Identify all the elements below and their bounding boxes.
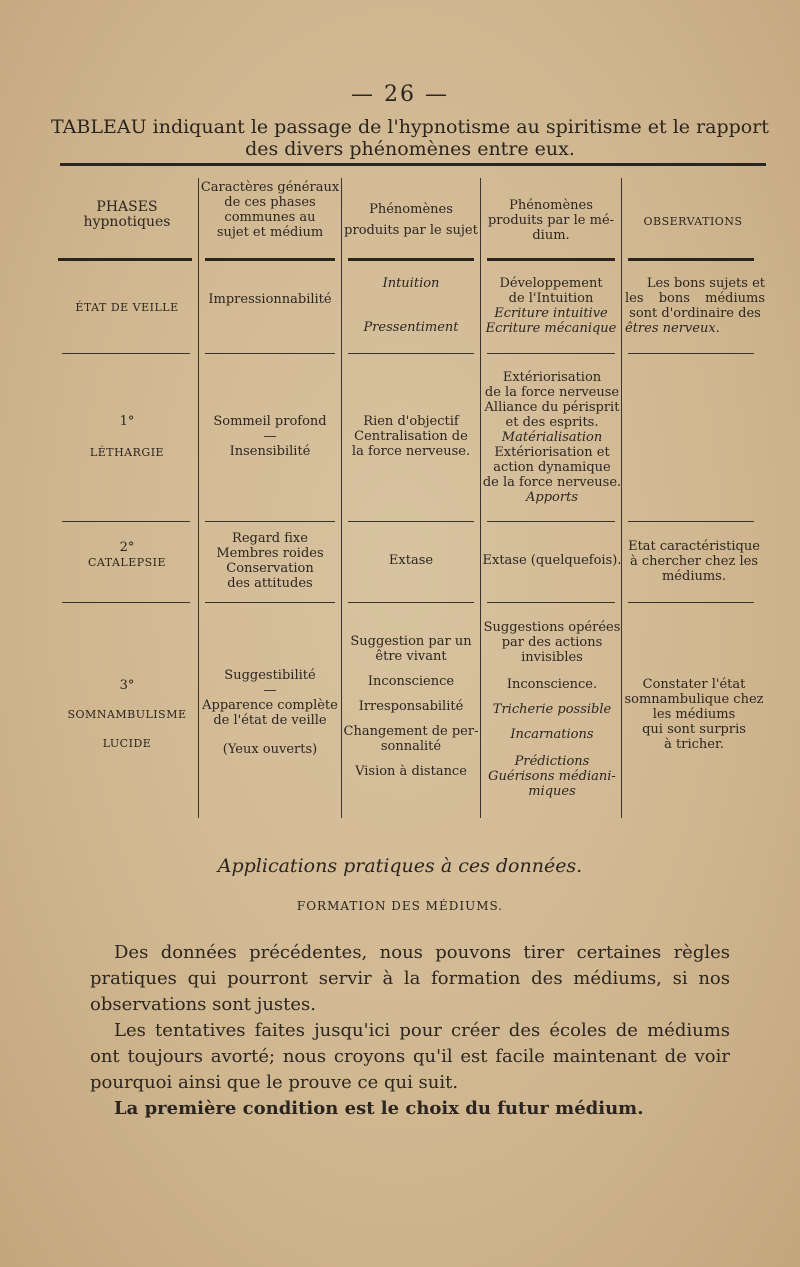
medium-veille-line3: Ecriture intuitive xyxy=(494,306,608,321)
header-phen-sujet-line1: Phénomènes xyxy=(369,202,453,217)
header-caracteres-line4: sujet et médium xyxy=(216,225,324,240)
obs-somnambulisme-line4: qui sont surpris xyxy=(642,722,746,737)
obs-veille-line1: Les bons sujets et xyxy=(646,276,765,291)
sujet-somnambulisme-line1: Suggestion par un xyxy=(350,634,472,649)
phase-somnambulisme-lucide: LUCIDE xyxy=(102,737,152,750)
caract-somnambulisme-line5: (Yeux ouverts) xyxy=(222,742,318,757)
header-caracteres-line3: communes au xyxy=(224,210,316,225)
header-phen-medium-line2: produits par le mé- xyxy=(487,213,615,228)
header-phases-line1: PHASES xyxy=(96,199,158,215)
medium-veille xyxy=(482,276,620,336)
sujet-catalepsie: Extase xyxy=(388,553,434,568)
caract-catalepsie-line2: Membres roides xyxy=(216,546,324,561)
phase-somnambulisme-name: SOMNAMBULISME xyxy=(67,708,187,721)
row-rule xyxy=(487,353,615,354)
row-rule xyxy=(205,602,335,603)
row-rule xyxy=(62,521,190,522)
caract-somnambulisme-line4: de l'état de veille xyxy=(213,713,327,728)
header-rule xyxy=(205,258,335,261)
header-phen-medium-line1: Phénomènes xyxy=(509,198,593,213)
sujet-somnambulisme xyxy=(343,634,479,779)
section-subtitle: FORMATION DES MÉDIUMS. xyxy=(296,899,504,913)
caract-lethargie-line2: — xyxy=(263,429,277,444)
obs-somnambulisme-line1: Constater l'état xyxy=(642,677,746,692)
phase-somnambulisme xyxy=(60,678,194,751)
header-phases-line2: hypnotiques xyxy=(83,214,171,230)
medium-somnambulisme-line7: Prédictions xyxy=(514,754,590,769)
row-rule xyxy=(348,521,474,522)
sujet-somnambulisme-line6: sonnalité xyxy=(380,739,442,754)
caract-lethargie xyxy=(200,414,340,459)
medium-somnambulisme-line6: Incarnations xyxy=(510,727,594,742)
row-rule xyxy=(348,353,474,354)
obs-somnambulisme-line2: somnambulique chez xyxy=(624,692,764,707)
phase-veille: ÉTAT DE VEILLE xyxy=(75,301,179,314)
medium-somnambulisme-line3: invisibles xyxy=(521,650,583,665)
header-observations: OBSERVATIONS xyxy=(643,215,743,228)
row-rule xyxy=(205,521,335,522)
sujet-veille-2: Pressentiment xyxy=(363,320,459,335)
body-paragraphs xyxy=(90,940,730,1122)
caract-somnambulisme xyxy=(200,668,340,757)
obs-catalepsie-line1: Etat caractéristique xyxy=(628,539,760,554)
obs-veille-line4 xyxy=(625,321,765,336)
medium-catalepsie: Extase (quelquefois). xyxy=(482,553,622,568)
header-phen-medium xyxy=(482,198,620,243)
section-title: Applications pratiques à ces données. xyxy=(217,855,583,877)
medium-somnambulisme-line2: par des actions xyxy=(501,635,603,650)
header-caracteres-line1: Caractères généraux xyxy=(200,180,340,195)
caract-catalepsie-line3: Conservation xyxy=(226,561,314,576)
medium-somnambulisme-line4: Inconscience. xyxy=(506,677,598,692)
row-rule xyxy=(205,353,335,354)
sujet-lethargie-line2: Centralisation de xyxy=(354,429,468,444)
caract-somnambulisme-line3: Apparence complète xyxy=(202,698,338,713)
table-title: TABLEAU indiquant le passage de l'hypnotisme au spiritisme et le rapport des divers phénomènes entre eux. xyxy=(51,116,769,160)
obs-catalepsie-line3: médiums. xyxy=(661,569,726,584)
phase-lethargie xyxy=(60,414,194,460)
phase-lethargie-num: 1° xyxy=(119,414,135,429)
row-rule xyxy=(62,353,190,354)
caract-catalepsie-line4: des attitudes xyxy=(227,576,313,591)
caract-catalepsie-line1: Regard fixe xyxy=(232,531,308,546)
page-number: — 26 — xyxy=(351,82,449,107)
row-rule xyxy=(628,602,754,603)
medium-lethargie xyxy=(482,370,622,505)
column-divider xyxy=(198,178,199,818)
medium-lethargie-line6: Extériorisation et xyxy=(494,445,610,460)
medium-somnambulisme-line9: miques xyxy=(528,784,576,799)
medium-somnambulisme-line5: Tricherie possible xyxy=(492,702,612,717)
sujet-somnambulisme-line2: être vivant xyxy=(375,649,447,664)
sujet-lethargie-line3: la force nerveuse. xyxy=(351,444,471,459)
obs-veille-line3: sont d'ordinaire des xyxy=(629,306,761,321)
top-rule xyxy=(60,163,766,166)
header-caracteres-line2: de ces phases xyxy=(224,195,316,210)
sujet-somnambulisme-line7: Vision à distance xyxy=(355,764,467,779)
column-divider xyxy=(480,178,481,818)
medium-somnambulisme xyxy=(482,620,622,799)
header-rule xyxy=(58,258,192,261)
obs-catalepsie-line2: à chercher chez les xyxy=(630,554,758,569)
header-phen-sujet xyxy=(343,202,479,238)
obs-somnambulisme-line5: à tricher. xyxy=(664,737,724,752)
header-phases xyxy=(60,200,194,230)
paragraph-3: La première condition est le choix du futur médium. xyxy=(114,1098,644,1119)
medium-somnambulisme-line1: Suggestions opérées xyxy=(483,620,621,635)
header-rule xyxy=(628,258,754,261)
obs-veille-line2: les bons médiums xyxy=(625,291,765,306)
medium-lethargie-line8: de la force nerveuse. xyxy=(482,475,622,490)
obs-catalepsie xyxy=(623,539,765,584)
row-rule xyxy=(348,602,474,603)
caract-lethargie-line3: Insensibilité xyxy=(229,444,311,459)
caract-somnambulisme-line2: — xyxy=(263,683,277,698)
sujet-somnambulisme-line4: Irresponsabilité xyxy=(358,699,464,714)
obs-somnambulisme-line3: les médiums xyxy=(652,707,736,722)
column-divider xyxy=(341,178,342,818)
medium-lethargie-line1: Extériorisation xyxy=(502,370,602,385)
medium-veille-line4: Ecriture mécanique xyxy=(485,321,617,336)
paragraph-2: Les tentatives faites jusqu'ici pour créer des écoles de médiums ont toujours avorté; nous croyons qu'il est facile maintenant de voir pourquoi ainsi que le prouve ce qui suit. xyxy=(90,1020,730,1093)
row-rule xyxy=(487,602,615,603)
caract-catalepsie xyxy=(200,531,340,591)
obs-veille-line4-text: êtres nerveux. xyxy=(625,321,720,336)
sujet-veille-1: Intuition xyxy=(382,276,440,291)
obs-somnambulisme xyxy=(623,677,765,752)
caract-somnambulisme-line1: Suggestibilité xyxy=(224,668,316,683)
sujet-lethargie-line1: Rien d'objectif xyxy=(363,414,459,429)
phase-catalepsie xyxy=(60,540,194,570)
medium-lethargie-line9: Apports xyxy=(526,490,578,505)
row-rule xyxy=(628,521,754,522)
medium-veille-line1: Développement xyxy=(499,276,603,291)
header-caracteres xyxy=(200,180,340,240)
phase-lethargie-name: LÉTHARGIE xyxy=(89,446,165,459)
header-rule xyxy=(487,258,615,261)
phase-catalepsie-name: CATALEPSIE xyxy=(87,556,167,569)
sujet-somnambulisme-line5: Changement de per- xyxy=(343,724,479,739)
row-rule xyxy=(628,353,754,354)
paragraph-1: Des données précédentes, nous pouvons tirer certaines règles pratiques qui pourront servir à la formation des médiums, si nos observations sont justes. xyxy=(90,942,730,1015)
header-phen-sujet-line2: produits par le sujet xyxy=(344,223,478,238)
row-rule xyxy=(487,521,615,522)
medium-lethargie-line4: et des esprits. xyxy=(505,415,599,430)
caract-lethargie-line1: Sommeil profond xyxy=(213,414,327,429)
row-rule xyxy=(62,602,190,603)
medium-somnambulisme-line8: Guérisons médiani- xyxy=(488,769,616,784)
caract-veille: Impressionnabilité xyxy=(208,292,332,307)
medium-lethargie-line7: action dynamique xyxy=(493,460,611,475)
phase-somnambulisme-num: 3° xyxy=(119,678,135,693)
medium-lethargie-line5: Matérialisation xyxy=(501,430,603,445)
sujet-lethargie xyxy=(343,414,479,459)
header-phen-medium-line3: dium. xyxy=(532,228,570,243)
medium-veille-line2: de l'Intuition xyxy=(508,291,594,306)
medium-lethargie-line2: de la force nerveuse xyxy=(484,385,620,400)
obs-veille xyxy=(625,276,765,336)
sujet-somnambulisme-line3: Inconscience xyxy=(367,674,455,689)
phase-catalepsie-num: 2° xyxy=(119,540,135,555)
medium-lethargie-line3: Alliance du périsprit xyxy=(484,400,620,415)
header-rule xyxy=(348,258,474,261)
